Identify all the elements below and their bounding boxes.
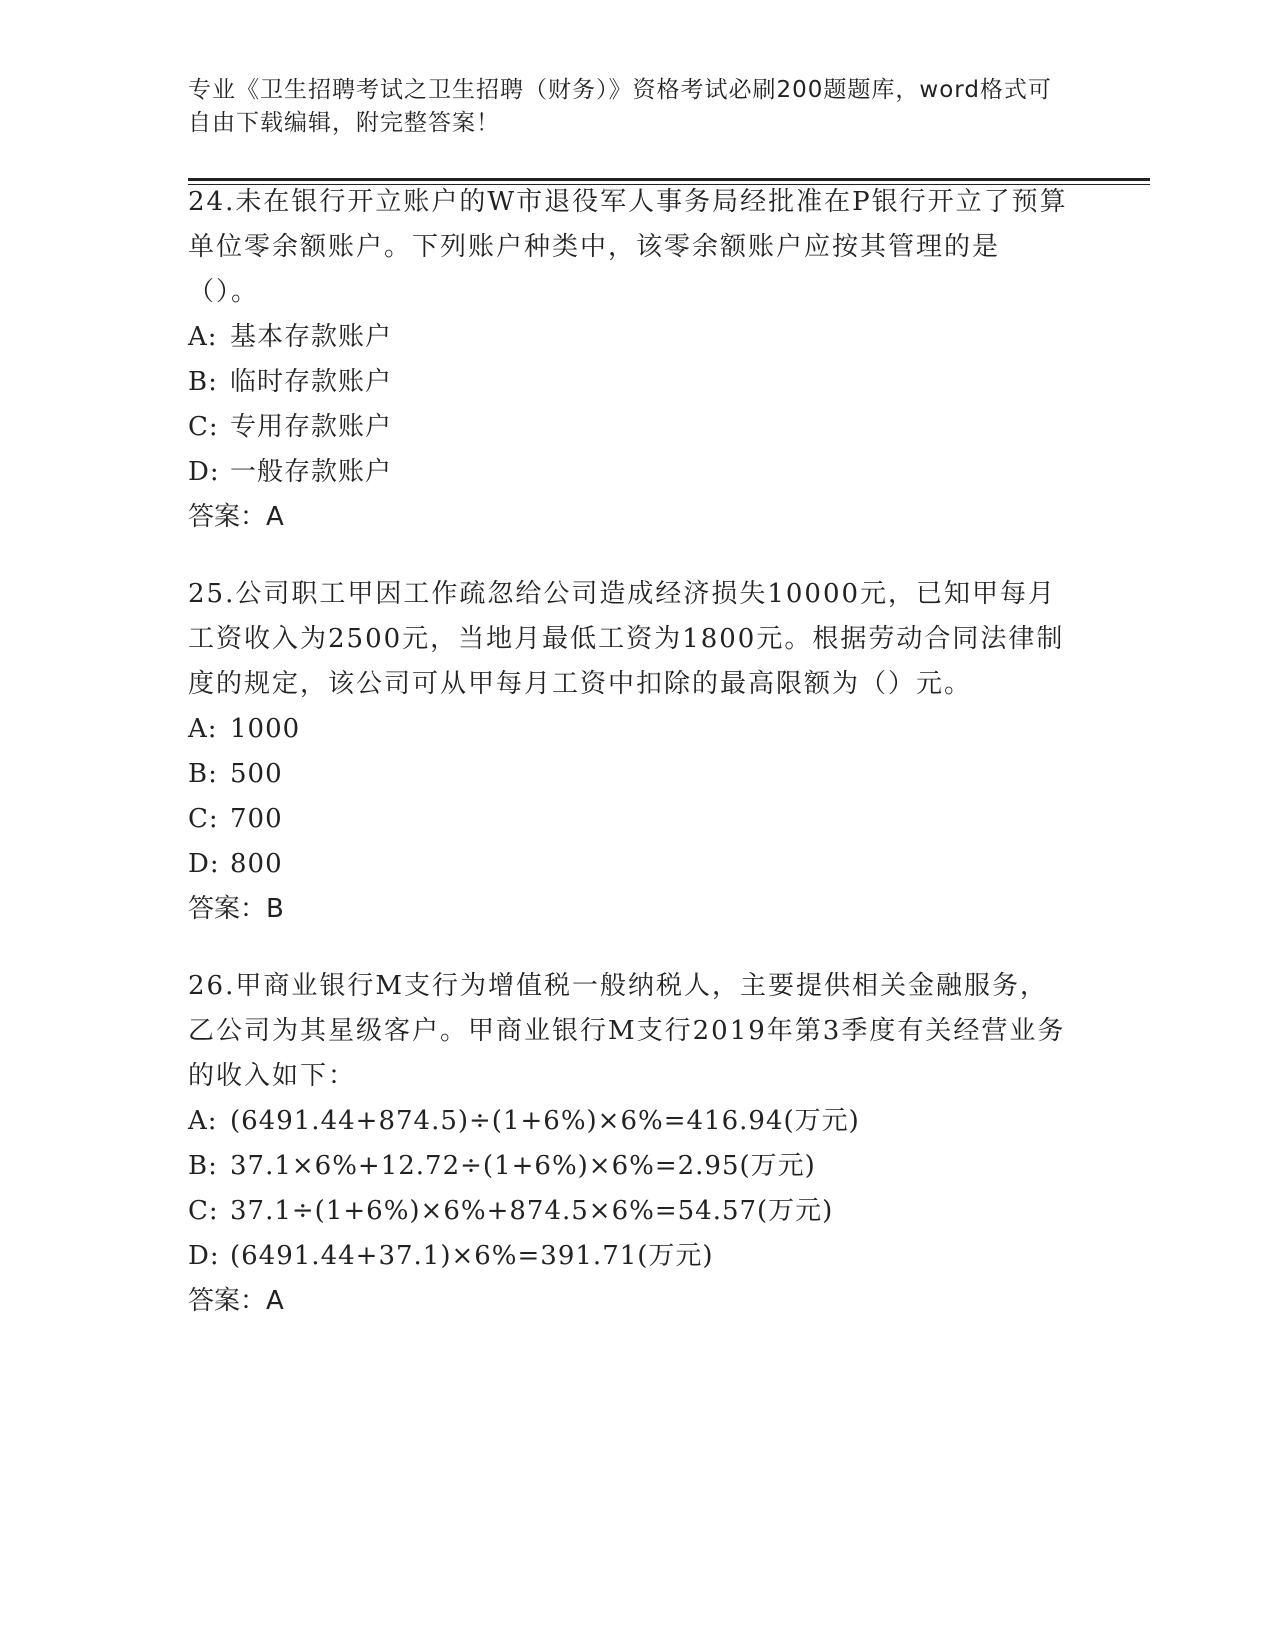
document-header: 专业《卫生招聘考试之卫生招聘（财务）》资格考试必刷200题题库，word格式可自由下载编辑，附完整答案！ — [188, 77, 1052, 136]
question-stem: 26.甲商业银行M支行为增值税一般纳税人，主要提供相关金融服务，乙公司为其星级客户。甲商业银行M支行2019年第3季度有关经营业务的收入如下： — [188, 971, 1066, 1091]
option-c — [188, 405, 1068, 450]
question-24 — [188, 180, 1068, 540]
answer-line: 答案：A — [188, 502, 284, 532]
option-d — [188, 842, 1068, 887]
option-text: 37.1÷(1+6%)×6%+874.5×6%=54.57(万元) — [230, 1196, 834, 1226]
option-text: 500 — [230, 759, 283, 789]
option-a — [188, 1099, 1068, 1144]
option-key: C: — [188, 412, 219, 442]
option-text: 1000 — [230, 714, 301, 744]
option-d — [188, 450, 1068, 495]
option-key: A: — [188, 322, 218, 352]
option-a — [188, 315, 1068, 360]
option-a — [188, 707, 1068, 752]
option-key: D: — [188, 849, 220, 879]
option-key: D: — [188, 457, 220, 487]
option-key: A: — [188, 714, 218, 744]
option-text: 专用存款账户 — [230, 412, 393, 442]
option-key: B: — [188, 759, 218, 789]
option-key: A: — [188, 1106, 218, 1136]
option-key: B: — [188, 1151, 218, 1181]
option-text: 800 — [230, 849, 283, 879]
option-c — [188, 797, 1068, 842]
option-key: B: — [188, 367, 218, 397]
option-text: 700 — [230, 804, 283, 834]
question-stem: 24.未在银行开立账户的W市退役军人事务局经批准在P银行开立了预算单位零余额账户。下列账户种类中，该零余额账户应按其管理的是（）。 — [188, 187, 1068, 307]
question-stem: 25.公司职工甲因工作疏忽给公司造成经济损失10000元，已知甲每月工资收入为2500元，当地月最低工资为1800元。根据劳动合同法律制度的规定，该公司可从甲每月工资中扣除的最高限额为（）元。 — [188, 579, 1065, 699]
option-key: C: — [188, 1196, 219, 1226]
option-text: 临时存款账户 — [230, 367, 393, 397]
option-text: (6491.44+874.5)÷(1+6%)×6%=416.94(万元) — [230, 1106, 860, 1136]
option-b — [188, 360, 1068, 405]
option-b — [188, 752, 1068, 797]
option-c — [188, 1189, 1068, 1234]
answer-line: 答案：A — [188, 1286, 284, 1316]
question-26 — [188, 964, 1068, 1324]
option-b — [188, 1144, 1068, 1189]
question-25 — [188, 572, 1068, 932]
option-key: D: — [188, 1241, 220, 1271]
option-text: 基本存款账户 — [230, 322, 393, 352]
option-text: 一般存款账户 — [230, 457, 393, 487]
option-d — [188, 1234, 1068, 1279]
answer-line: 答案：B — [188, 894, 284, 924]
option-text: (6491.44+37.1)×6%=391.71(万元) — [230, 1241, 714, 1271]
option-text: 37.1×6%+12.72÷(1+6%)×6%=2.95(万元) — [230, 1151, 816, 1181]
option-key: C: — [188, 804, 219, 834]
